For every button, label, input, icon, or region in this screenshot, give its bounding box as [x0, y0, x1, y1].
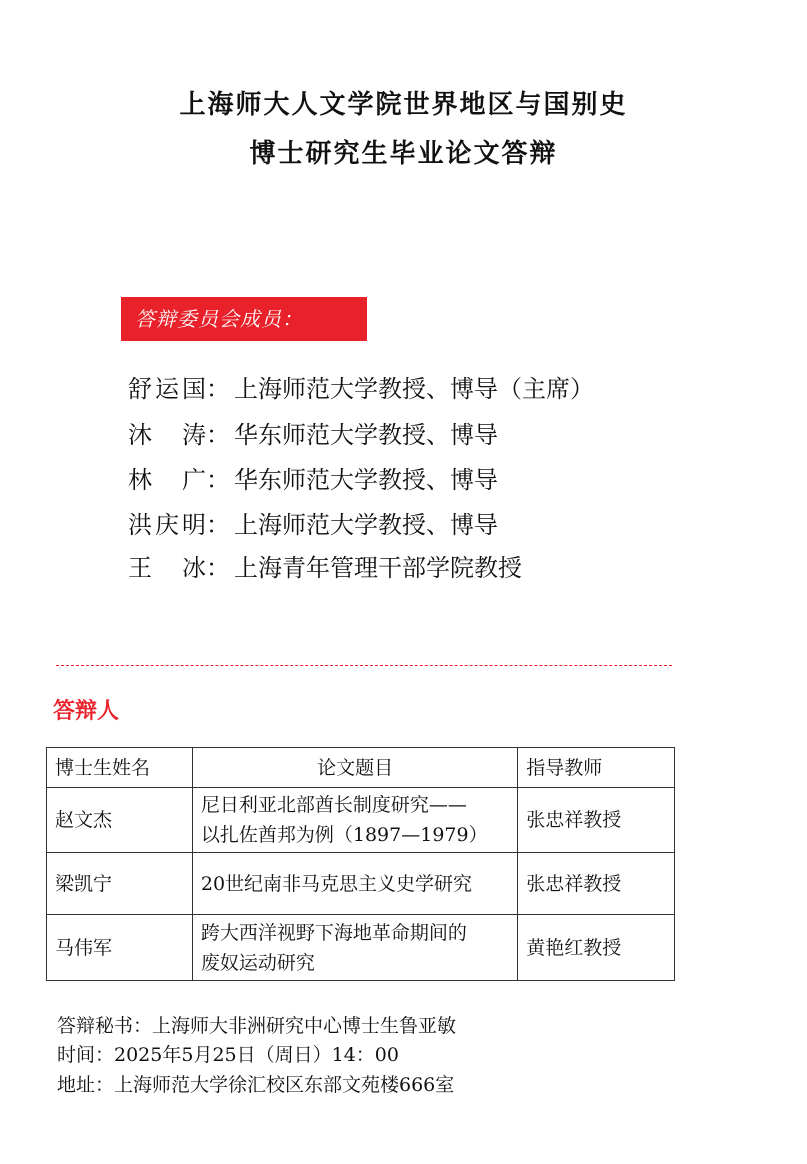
- member-name: 沐涛: [128, 421, 206, 449]
- defendants-section-label: 答辩人: [53, 699, 120, 724]
- defendants-table: [46, 747, 675, 981]
- member-name: 林广: [128, 466, 206, 494]
- committee-label-badge: 答辩委员会成员：: [121, 297, 367, 341]
- member-name: 洪庆明: [128, 511, 206, 539]
- table-row: [47, 853, 675, 915]
- cell-thesis-title: [192, 788, 517, 853]
- cell-advisor: 张忠祥教授: [518, 853, 675, 915]
- thesis-title-line: 跨大西洋视野下海地革命期间的: [200, 921, 467, 944]
- member-affiliation: 上海青年管理干部学院教授: [234, 554, 522, 582]
- defense-address: 地址：上海师范大学徐汇校区东部文苑楼666室: [57, 1074, 455, 1096]
- member-colon: ：: [206, 554, 230, 582]
- thesis-title-line: 以扎佐酋邦为例（1897—1979）: [200, 824, 488, 846]
- table-row: [47, 915, 675, 981]
- member-colon: ：: [206, 511, 230, 539]
- header-cell-thesis: 论文题目: [192, 748, 517, 788]
- cell-advisor: 张忠祥教授: [518, 788, 675, 853]
- header-cell-advisor: 指导教师: [518, 748, 675, 788]
- member-affiliation: 华东师范大学教授、博导: [234, 466, 498, 494]
- committee-member: [128, 552, 522, 584]
- committee-member: [128, 373, 594, 405]
- member-affiliation: 华东师范大学教授、博导: [234, 421, 498, 449]
- member-affiliation: 上海师范大学教授、博导: [234, 511, 498, 539]
- thesis-title-line: 20世纪南非马克思主义史学研究: [200, 872, 473, 895]
- defense-time: 时间：2025年5月25日（周日）14：00: [57, 1044, 399, 1066]
- member-name: 舒运国: [128, 375, 206, 403]
- header-cell-name: 博士生姓名: [47, 748, 193, 788]
- committee-member: [128, 464, 498, 496]
- member-name: 王冰: [128, 554, 206, 582]
- member-affiliation: 上海师范大学教授、博导（主席）: [234, 375, 594, 403]
- dashed-divider: [56, 665, 672, 666]
- defense-secretary: 答辩秘书：上海师大非洲研究中心博士生鲁亚敏: [57, 1015, 457, 1037]
- member-colon: ：: [206, 421, 230, 449]
- member-colon: ：: [206, 466, 230, 494]
- committee-member: [128, 509, 498, 541]
- member-colon: ：: [206, 375, 230, 403]
- committee-member: [128, 419, 498, 451]
- page-title-line-1: 上海师大人文学院世界地区与国别史: [179, 90, 628, 120]
- cell-thesis-title: [192, 853, 517, 915]
- cell-advisor: 黄艳红教授: [518, 915, 675, 981]
- table-header-row: [47, 748, 675, 788]
- thesis-title-line: 废奴运动研究: [200, 951, 315, 974]
- page-title-line-2: 博士研究生毕业论文答辩: [249, 139, 558, 169]
- cell-thesis-title: [192, 915, 517, 981]
- cell-student-name: 赵文杰: [47, 788, 193, 853]
- cell-student-name: 马伟军: [47, 915, 193, 981]
- table-row: [47, 788, 675, 853]
- cell-student-name: 梁凯宁: [47, 853, 193, 915]
- thesis-title-line: 尼日利亚北部酋长制度研究——: [200, 794, 467, 816]
